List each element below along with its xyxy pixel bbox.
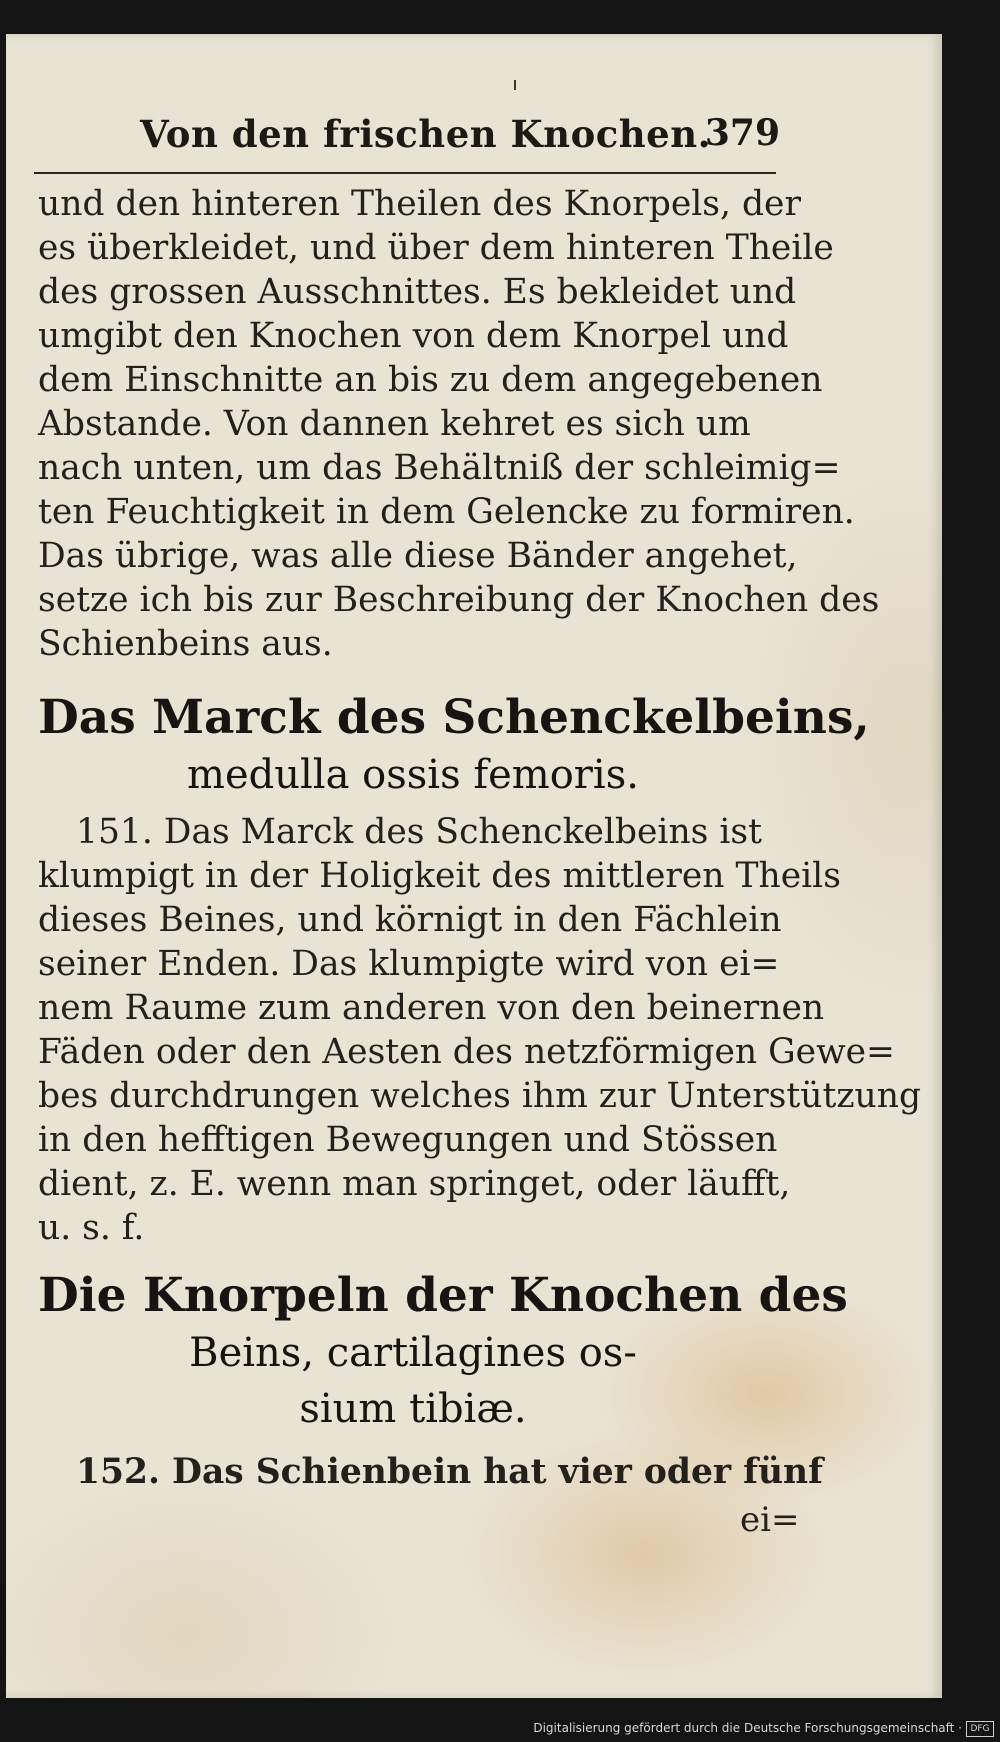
text-line: in den hefftigen Bewegungen und Stössen bbox=[38, 1120, 778, 1160]
paragraph-continuation bbox=[38, 182, 880, 666]
section-heading: Das Marck des Schenckelbeins, bbox=[38, 690, 870, 745]
text-line: klumpigt in der Holigkeit des mittleren Theils bbox=[38, 856, 841, 896]
text-line: umgibt den Knochen von dem Knorpel und bbox=[38, 316, 789, 356]
text-line: es überkleidet, und über dem hinteren Theile bbox=[38, 228, 834, 268]
text-line: nach unten, um das Behältniß der schleimig= bbox=[38, 448, 841, 488]
running-header bbox=[140, 108, 780, 158]
text-line: Fäden oder den Aesten des netzförmigen Gewe= bbox=[38, 1032, 895, 1072]
paragraph-152 bbox=[38, 1450, 823, 1494]
text-line: nem Raume zum anderen von den beinernen bbox=[38, 988, 825, 1028]
running-title: Von den frischen Knochen. bbox=[140, 112, 712, 156]
catchword: ei= bbox=[740, 1500, 800, 1540]
text-line: Abstande. Von dannen kehret es sich um bbox=[38, 404, 751, 444]
text-line: 151. Das Marck des Schenckelbeins ist bbox=[76, 812, 762, 852]
section-heading-marrow bbox=[38, 690, 870, 808]
section-heading-cont: Beins, cartilagines os- bbox=[189, 1330, 637, 1376]
text-line: Schienbeins aus. bbox=[38, 624, 333, 664]
page-number: 379 bbox=[704, 112, 780, 154]
section-heading-cont: sium tibiæ. bbox=[299, 1386, 527, 1432]
text-line: 152. Das Schienbein hat vier oder fünf bbox=[76, 1452, 823, 1492]
paragraph-151 bbox=[38, 810, 922, 1250]
page-mark bbox=[514, 80, 516, 90]
text-line: dieses Beines, und körnigt in den Fächlein bbox=[38, 900, 782, 940]
text-line: des grossen Ausschnittes. Es bekleidet und bbox=[38, 272, 797, 312]
section-subheading: medulla ossis femoris. bbox=[187, 752, 639, 798]
section-heading-cartilage bbox=[38, 1268, 848, 1442]
text-line: und den hinteren Theilen des Knorpels, der bbox=[38, 184, 801, 224]
text-line: u. s. f. bbox=[38, 1208, 145, 1248]
section-heading: Die Knorpeln der Knochen des bbox=[38, 1268, 848, 1323]
text-line: dem Einschnitte an bis zu dem angegebenen bbox=[38, 360, 823, 400]
text-line: Das übrige, was alle diese Bänder angehet, bbox=[38, 536, 798, 576]
footer-bar bbox=[0, 1718, 1000, 1742]
text-line: seiner Enden. Das klumpigte wird von ei= bbox=[38, 944, 780, 984]
text-line: setze ich bis zur Beschreibung der Knochen des bbox=[38, 580, 880, 620]
header-rule bbox=[34, 172, 776, 174]
text-line: ten Feuchtigkeit in dem Gelencke zu formiren. bbox=[38, 492, 855, 532]
dfg-logo: DFG bbox=[966, 1721, 994, 1737]
text-line: dient, z. E. wenn man springet, oder läufft, bbox=[38, 1164, 791, 1204]
footer-credit: Digitalisierung gefördert durch die Deutsche Forschungsgemeinschaft · bbox=[533, 1721, 962, 1735]
text-line: bes durchdrungen welches ihm zur Unterstützung bbox=[38, 1076, 922, 1116]
